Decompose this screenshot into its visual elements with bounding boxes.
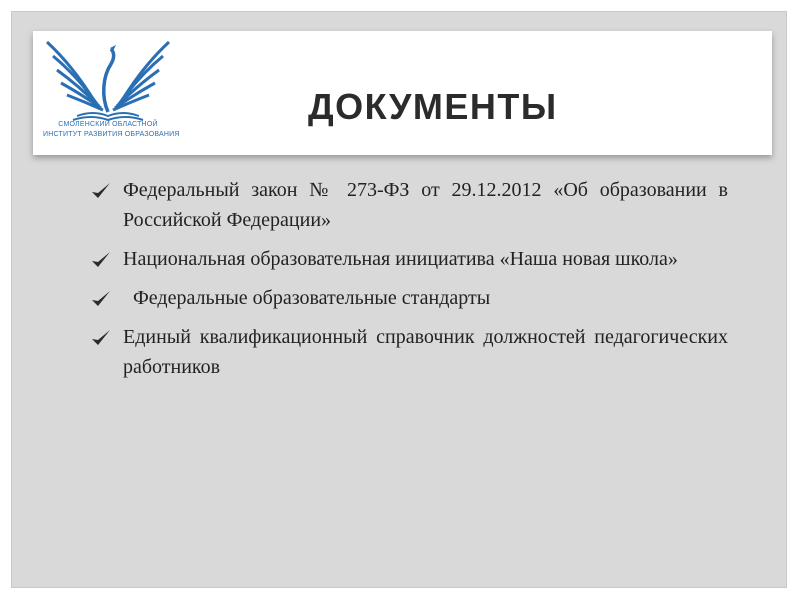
phoenix-icon	[43, 36, 173, 122]
slide	[11, 11, 787, 588]
logo-caption-line1: СМОЛЕНСКИЙ ОБЛАСТНОЙ	[58, 121, 158, 128]
list-item	[90, 175, 728, 235]
checkmark-icon	[90, 289, 112, 309]
logo-caption-line2: ИНСТИТУТ РАЗВИТИЯ ОБРАЗОВАНИЯ	[43, 131, 180, 138]
list-item-text: Федеральные образовательные стандарты	[133, 287, 491, 309]
document-list	[90, 175, 728, 391]
checkmark-icon	[90, 181, 112, 201]
list-item-text: Национальная образовательная инициатива «Наша новая школа»	[123, 248, 678, 270]
checkmark-icon	[90, 328, 112, 348]
list-item	[90, 283, 728, 313]
list-item	[90, 244, 728, 274]
checkmark-icon	[90, 250, 112, 270]
list-item-text: Федеральный закон № 273-ФЗ от 29.12.2012 «Об образовании в Российской Федерации»	[123, 179, 728, 231]
list-item-text: Единый квалификационный справочник должностей педагогических работников	[123, 326, 728, 378]
header-band	[33, 31, 772, 155]
list-item	[90, 322, 728, 382]
logo-icon	[43, 36, 180, 148]
slide-title: ДОКУМЕНТЫ	[308, 86, 558, 127]
